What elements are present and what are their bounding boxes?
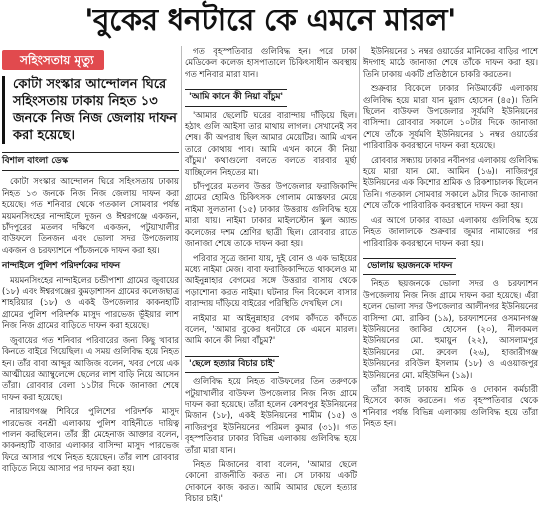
- subheading: 'ছেলে হত্যার বিচার চাই': [185, 356, 279, 373]
- paragraph: শুক্রবার বিকেলে ঢাকার নিউমার্কেট এলাকায় গুলিবিদ্ধ হয়ে মারা যান মুরাদ হোসেন (৪৫)। তিনি ছিলেন বাউফল উপজেলার সূর্যমণি ইউনিয়নের বাসিন্দা। রোববার সকালে ১০টার দিকে জানাজা শেষে তাঁকে সূর্যমণি ইউনিয়নের ১ নম্বর ওয়ার্ডের পারিবারিক কবরস্থানে দাফন করা হয়েছে।: [363, 83, 538, 151]
- byline: বিশাল বাংলা ডেস্ক: [2, 152, 179, 171]
- paragraph: গত বৃহস্পতিবার গুলিবিদ্ধ হন। পরে ঢাকা মেডিকেল কলেজ হাসপাতালে চিকিৎসাধীন অবস্থায় গত শনিবার মারা যান।: [185, 46, 357, 79]
- paragraph: নিহত মিজানের বাবা বলেন, 'আমার ছেলে কোনো রাজনীতি করত না। সে ঢাকায় একটি দোকানে কাজ করত। আমি আমার ছেলে হত্যার বিচার চাই।': [185, 459, 357, 504]
- article-column-1: [2, 46, 179, 474]
- headline: 'বুকের ধনটারে কে এমনে মারল': [84, 2, 456, 38]
- paragraph: জুবায়ের গত শনিবার পরিবারের জন্য কিছু খাবার কিনতে বাইরে গিয়েছিল। এ সময় গুলিবিদ্ধ হয়ে নিহত হন। তাঁর বাবা আব্দুর আজিজ বলেন, খবর পেয়ে এক আত্মীয়ের অ্যাম্বুলেন্সে ছেলের লাশ বাড়ি নিয়ে আসেন তাঁরা। রোববার বেলা ১১টার দিকে জানাজা শেষে দাফন করা হয়েছে।: [2, 334, 179, 402]
- paragraph: নাইমার মা আইনুন্নাহার বেগম কাঁদতে কাঁদতে বলেন, 'আমার বুকের ধনটারে কে এমনে মারল। আমি কানে কী নিয়া বাঁচুম?': [185, 312, 357, 346]
- kicker-label: সহিংসতায় মৃত্যু: [20, 53, 94, 67]
- paragraph: পরিবার সূত্রে জানা যায়, দুই বোন ও এক ভাইয়ের মধ্যে নাইমা মেজ। বাবা ফরাজিকান্দিতে থাকলেও মা আইনুন্নাহার বেগমের সঙ্গে উত্তরার বাসায় থেকে পড়াশোনা করত নাইমা। ঘটনার দিন বিকেলে বাসার বারান্দায় দাঁড়িয়ে বাইরের পরিস্থিতি দেখছিল সে।: [185, 252, 357, 309]
- paragraph: ইউনিয়নের ১ নম্বর ওয়ার্ডের মানিকের বাড়ির পাশে ঈদগাহ মাঠে জানাজা শেষে তাঁকে দাফন করা হয়। তিনি ঢাকায় একটি প্রতিষ্ঠানে চাকরি করতেন।: [363, 46, 538, 79]
- paragraph: ময়মনসিংহের নান্দাইলের চন্ডীপাশা গ্রামের জুবায়ের (১৮) এবং ঈশ্বরগঞ্জের কুমড়াশাসন গ্রামের কলেজছাত্র শাহরিয়ার (১৮) ও একই উপজেলার কাকনহাটি গ্রামের পুলিশ পরিদর্শক মাসুদ পারভেজ ভূঁইয়ার লাশ নিজ নিজ গ্রামের বাড়িতে দাফন করা হয়েছে।: [2, 274, 179, 331]
- paragraph: তাঁরা সবাই ঢাকায় শ্রমিক ও দোকান কর্মচারী হিসেবে কাজ করতেন। গত বৃহস্পতিবার থেকে শনিবার পর্যন্ত বিভিন্ন এলাকায় গুলিবিদ্ধ হয়ে তাঁরা নিহত হন।: [363, 383, 538, 429]
- subheading: নান্দাইলে পুলিশ পরিদর্শকের দাফন: [2, 261, 121, 272]
- article-column-3: [363, 46, 538, 440]
- article-deck: কোটা সংস্কার আন্দোলন ঘিরে সহিংসতায় ঢাকায় নিহত ১৩ জনকে নিজ নিজ জেলায় দাফন করা হয়েছে।: [2, 76, 179, 144]
- paragraph: কোটা সংস্কার আন্দোলন ঘিরে সহিংসতায় ঢাকায় নিহত ১৩ জনকে নিজ নিজ জেলায় দাফন করা হয়েছে। গত শনিবার থেকে গতকাল সোমবার পর্যন্ত ময়মনসিংহের নান্দাইলে দুজন ও ঈশ্বরগঞ্জে একজন, চাঁদপুরের মতলব দক্ষিণে একজন, পটুয়াখালীর বাউফলে তিনজন এবং ভোলা সদর উপজেলায় একজন ও চরফ্যাশনে পাঁচজনকে দাফন করা হয়।: [2, 176, 179, 255]
- paragraph: 'আমার ছেলেটি ঘরের বারান্দায় দাঁড়িয়ে ছিল। হঠাৎ গুলি আইসা তার মাথায় লাগল। সেখানেই সব শেষ। কী অপরাধ ছিল আমার মেয়েটির। আমি এখন তারে কোথায় পাব। আমি এখন কানে কী নিয়া বাঁচুম।' কথাগুলো বলতে বলতে বারবার মূর্ছা যাচ্ছিলেন নিহতের মা।: [185, 109, 357, 177]
- paragraph: নারায়ণগঞ্জ শিবিরে পুলিশের পরিদর্শক মাসুদ পারভেজ বনশ্রী এলাকায় পুলিশ বাহিনীতে দায়িত্ব পালন করছিলেন। তাঁর স্ত্রী মেহেনাজ আক্তার বলেন, কাকনহাটি বাজার এলাকার বাসিন্দা মাসুদ পারভেজ ফিরে আসার পথে নিহত হয়েছেন। তাঁর লাশ রোববার বাড়িতে নিয়ে আসার পর দাফন করা হয়।: [2, 406, 179, 474]
- section-kicker: [2, 50, 104, 70]
- subheading: 'আমি কানে কী নিয়া বাঁচুম': [185, 89, 287, 106]
- subheading: ভোলায় ছয়জনকে দাফন: [363, 258, 456, 275]
- paragraph: এর আগে ঢাকার বাড্ডা এলাকায় গুলিবিদ্ধ হয়ে নিহত জালালকে শুক্রবার জুমার নামাজের পর পারিবারিক কবরস্থানে দাফন করা হয়।: [363, 214, 538, 248]
- paragraph: রোববার সন্ধ্যায় ঢাকার নবীনগর এলাকায় গুলিবিদ্ধ হয়ে মারা যান মো. আমিন (১৬)। নাজিরপুর ইউনিয়নের এক কিশোর শ্রমিক ও রিকশাচালক ছিলেন তিনি। গতকাল সোমবার সকালে ৯টার দিকে জানাজা শেষে তাঁকে পারিবারিক কবরস্থানে দাফন করা হয়।: [363, 154, 538, 211]
- paragraph: চাঁদপুরের মতলব উত্তর উপজেলার ফরাজিকান্দি গ্রামের হোমিও চিকিৎসক গোলাম মোস্তফার মেয়ে নাইমা সুলতানা (১৫) ঢাকার উত্তরায় গুলিবিদ্ধ হয়ে মারা যায়। নাইমা ঢাকার মাইলস্টোন স্কুল অ্যান্ড কলেজের দশম শ্রেণির ছাত্রী ছিল। রোববার রাতে জানাজা শেষে তাকে দাফন করা হয়।: [185, 181, 357, 249]
- paragraph: নিহত ছয়জনকে ভোলা সদর ও চরফ্যাশন উপজেলায় নিজ নিজ গ্রামে দাফন করা হয়েছে। এঁরা হলেন ভোলা সদর উপজেলার আলীনগর ইউনিয়নের বাসিন্দা মো. রাকিব (১৯), চরফ্যাশনের ওসমানগঞ্জ ইউনিয়নের জাকির হোসেন (২০), নীলকমল ইউনিয়নের মো. হুমায়ুন (২২), আসলামপুর ইউনিয়নের মো. রুবেল (২৬), হাজারীগঞ্জ ইউনিয়নের রবিউল ইসলাম (১৮) ও এওয়াজপুর ইউনিয়নের মো. মহিউদ্দিন (১৯)।: [363, 278, 538, 380]
- column-divider: [359, 46, 360, 440]
- column-divider: [181, 46, 182, 440]
- article-column-2: [185, 46, 357, 504]
- paragraph: গুলিবিদ্ধ হয়ে নিহত বাউফলের তিন তরুণকে পটুয়াখালীর বাউফল উপজেলার নিজ নিজ গ্রামে দাফন করা হয়েছে। তাঁরা হলেন কেশবপুর ইউনিয়নের মিজান (১৮), একই ইউনিয়নের শামীম (১৫) ও নাজিরপুর ইউনিয়নের পরিমল কুমার (৩১)। গত বৃহস্পতিবার ঢাকার বিভিন্ন এলাকায় গুলিবিদ্ধ হয়ে তাঁরা মারা যান।: [185, 376, 357, 455]
